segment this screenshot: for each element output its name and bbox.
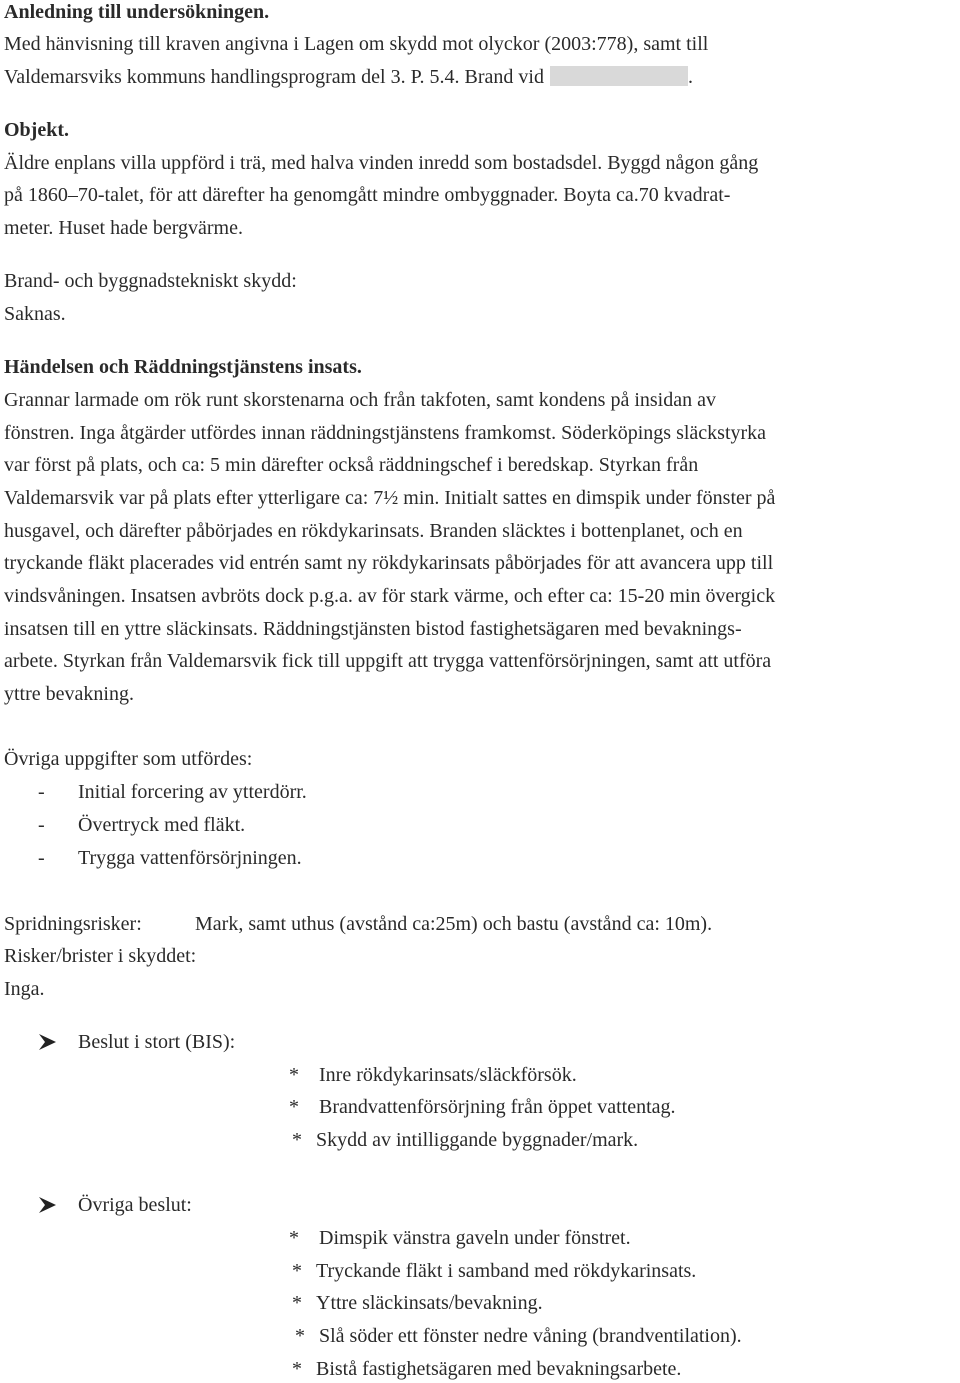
event-line-8: insatsen till en yttre släckinsats. Räddningstjänsten bistod fastighetsägaren med bevaknings- xyxy=(4,618,742,640)
star-bullet: * xyxy=(295,1325,305,1347)
flaws-value: Inga. xyxy=(4,978,45,1000)
arrow-bullet-icon xyxy=(38,1196,58,1214)
spread-risks-label: Spridningsrisker: xyxy=(4,913,142,935)
intro-line-2 xyxy=(4,65,693,89)
star-bullet: * xyxy=(292,1292,302,1314)
intro-line-1: Med hänvisning till kraven angivna i Lagen om skydd mot olyckor (2003:778), samt till xyxy=(4,33,709,55)
object-line-1: Äldre enplans villa uppförd i trä, med halva vinden inredd som bostadsdel. Byggd någon gång xyxy=(4,152,759,174)
star-bullet: * xyxy=(289,1227,299,1249)
other-tasks-heading: Övriga uppgifter som utfördes: xyxy=(4,748,253,770)
decision-item-text: Slå söder ett fönster nedre våning (brandventilation). xyxy=(319,1325,742,1347)
event-heading: Händelsen och Räddningstjänstens insats. xyxy=(4,356,362,378)
decision-item-text: Dimspik vänstra gaveln under fönstret. xyxy=(319,1227,631,1249)
protection-label: Brand- och byggnadstekniskt skydd: xyxy=(4,270,297,292)
event-line-2: fönstren. Inga åtgärder utfördes innan räddningstjänstens framkomst. Söderköpings släckstyrka xyxy=(4,422,767,444)
star-bullet: * xyxy=(289,1064,299,1086)
spread-risks-value: Mark, samt uthus (avstånd ca:25m) och bastu (avstånd ca: 10m). xyxy=(195,913,713,935)
intro-line-2-text: Valdemarsviks kommuns handlingsprogram del 3. P. 5.4. Brand vid xyxy=(4,66,544,88)
event-line-4: Valdemarsvik var på plats efter ytterligare ca: 7½ min. Initialt sattes en dimspik under fönster på xyxy=(4,487,776,509)
object-heading: Objekt. xyxy=(4,119,69,141)
star-bullet: * xyxy=(289,1096,299,1118)
dash-bullet: - xyxy=(38,847,45,869)
decision-item-text: Bistå fastighetsägaren med bevakningsarbete. xyxy=(316,1358,682,1380)
event-line-6: tryckande fläkt placerades vid entrén samt ny rökdykarinsats påbörjades för att avancera upp till xyxy=(4,552,774,574)
bis-item-text: Skydd av intilliggande byggnader/mark. xyxy=(316,1129,639,1151)
bis-label: Beslut i stort (BIS): xyxy=(78,1031,236,1053)
other-task-text: Trygga vattenförsörjningen. xyxy=(78,847,302,869)
dash-bullet: - xyxy=(38,814,45,836)
star-bullet: * xyxy=(292,1260,302,1282)
event-line-10: yttre bevakning. xyxy=(4,683,134,705)
dash-bullet: - xyxy=(38,781,45,803)
event-line-3: var först på plats, och ca: 5 min därefter också räddningschef i beredskap. Styrkan från xyxy=(4,454,699,476)
decision-item-text: Tryckande fläkt i samband med rökdykarinsats. xyxy=(316,1260,697,1282)
object-line-3: meter. Huset hade bergvärme. xyxy=(4,217,243,239)
redacted-location xyxy=(550,66,688,86)
protection-value: Saknas. xyxy=(4,303,66,325)
event-line-1: Grannar larmade om rök runt skorstenarna och från takfoten, samt kondens på insidan av xyxy=(4,389,716,411)
event-line-7: vindsvåningen. Insatsen avbröts dock p.g.a. av för stark värme, och efter ca: 15-20 min övergick xyxy=(4,585,776,607)
intro-line-2-end: . xyxy=(687,66,693,88)
event-line-9: arbete. Styrkan från Valdemarsvik fick till uppgift att trygga vattenförsörjningen, samt att utföra xyxy=(4,650,772,672)
bis-item-text: Inre rökdykarinsats/släckförsök. xyxy=(319,1064,577,1086)
arrow-bullet-icon xyxy=(38,1033,58,1051)
object-line-2: på 1860–70-talet, för att därefter ha genomgått mindre ombyggnader. Boyta ca.70 kvadrat- xyxy=(4,184,731,206)
event-line-5: husgavel, och därefter påbörjades en rökdykarinsats. Branden släcktes i bottenplanet, och en xyxy=(4,520,743,542)
star-bullet: * xyxy=(292,1358,302,1380)
spread-risks-row xyxy=(4,912,713,936)
intro-heading: Anledning till undersökningen. xyxy=(4,1,270,23)
decision-item-text: Yttre släckinsats/bevakning. xyxy=(316,1292,543,1314)
flaws-label: Risker/brister i skyddet: xyxy=(4,945,197,967)
other-task-text: Initial forcering av ytterdörr. xyxy=(78,781,307,803)
bis-item-text: Brandvattenförsörjning från öppet vattentag. xyxy=(319,1096,676,1118)
other-task-text: Övertryck med fläkt. xyxy=(78,814,246,836)
other-decisions-label: Övriga beslut: xyxy=(78,1194,192,1216)
star-bullet: * xyxy=(292,1129,302,1151)
